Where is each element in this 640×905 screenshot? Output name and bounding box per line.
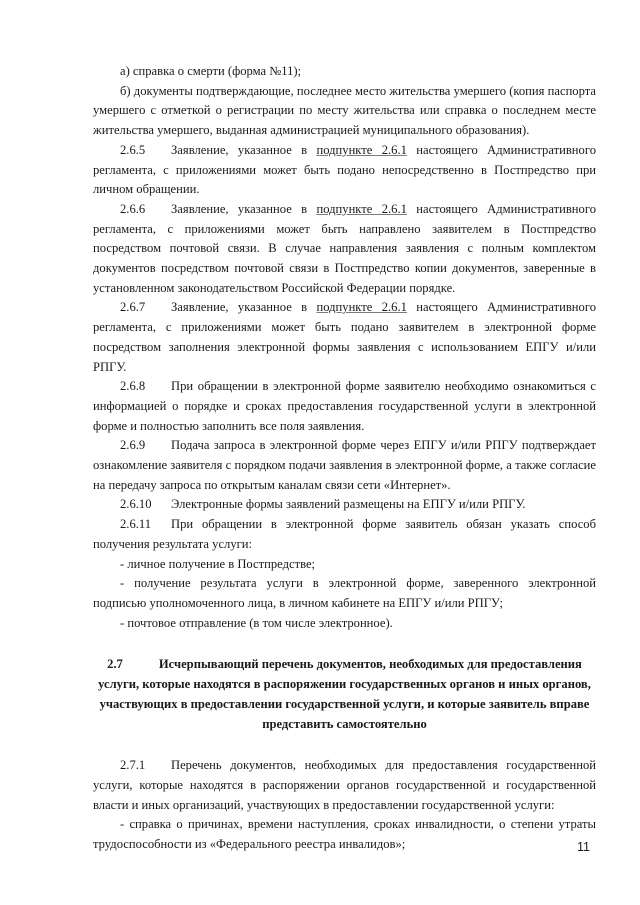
clause-2-6-6	[93, 200, 596, 299]
clause-text: При обращении в электронной форме заявитель обязан указать способ получения результата услуги:	[93, 517, 596, 551]
clause-number: 2.6.9	[120, 438, 146, 453]
clause-number: 2.6.8	[120, 379, 146, 394]
clause-text: Электронные формы заявлений размещены на ЕПГУ и/или РПГУ.	[171, 497, 526, 512]
clause-number: 2.6.11	[120, 517, 152, 532]
clause-text-before: Заявление, указанное в	[171, 300, 317, 315]
section-heading-2-7	[93, 655, 596, 734]
clause-number: 2.6.5	[120, 142, 146, 157]
bullet-item: - справка о причинах, времени наступления, сроках инвалидности, о степени утраты трудоспособности из «Федерального реестра инвалидов»;	[93, 817, 596, 852]
clause-2-6-7	[93, 298, 596, 377]
clause-2-6-8	[93, 377, 596, 436]
page-number: 11	[577, 840, 590, 854]
clause-text: Перечень документов, необходимых для предоставления государственной услуги, которые находятся в распоряжении органов государственной и государственной власти и иных организаций, участвующих в предоставлении государственной услуги:	[93, 758, 596, 812]
bullet-item: - получение результата услуги в электронной форме, заверенного электронной подписью уполномоченного лица, в личном кабинете на ЕПГУ и/или РПГУ;	[93, 576, 596, 610]
paragraph-a: а) справка о смерти (форма №11);	[120, 64, 302, 78]
clause-number: 2.6.6	[120, 201, 146, 216]
subclause-link[interactable]: подпункте 2.6.1	[316, 300, 407, 315]
clause-text: Подача запроса в электронной форме через ЕПГУ и/или РПГУ подтверждает ознакомление заявителя с порядком подачи заявления в электронной форме, а также согласие на передачу запроса по открытым каналам связи сети «Интернет».	[93, 438, 596, 492]
section-title: Исчерпывающий перечень документов, необходимых для предоставления услуги, которые находятся в распоряжении государственных органов и иных органов, участвующих в предоставлении государственной услуги, и которые заявитель вправе представить самостоятельно	[98, 657, 591, 731]
subclause-link[interactable]: подпункте 2.6.1	[316, 142, 407, 157]
subclause-link[interactable]: подпункте 2.6.1	[316, 201, 407, 216]
clause-2-6-5	[93, 141, 596, 200]
clause-number: 2.6.7	[120, 300, 146, 315]
paragraph-b: б) документы подтверждающие, последнее место жительства умершего (копия паспорта умершего с отметкой о регистрации по месту жительства или справка о последнем месте жительства умершего, выданная администрацией муниципального образования).	[93, 83, 596, 138]
section-number: 2.7	[107, 657, 123, 672]
clause-2-7-1	[93, 756, 596, 815]
document-body	[93, 62, 596, 855]
bullet-item: - личное получение в Постпредстве;	[120, 556, 316, 571]
bullet-item: - почтовое отправление (в том числе электронное).	[120, 615, 393, 630]
clause-text-before: Заявление, указанное в	[171, 142, 317, 157]
clause-text-before: Заявление, указанное в	[171, 201, 317, 216]
clause-text-after: настоящего Административного регламента, с приложениями может быть подано непосредственно в Постпредство при личном обращении.	[93, 142, 596, 197]
clause-text: При обращении в электронной форме заявителю необходимо ознакомиться с информацией о порядке и сроках предоставления государственной услуги в электронной форме и полностью заполнить все поля заявления.	[93, 379, 596, 433]
clause-text-after: настоящего Административного регламента, с приложениями может быть направлено заявителем в Постпредство посредством почтовой связи. В случае направления заявления с полным комплектом документов посредством почтовой связи в Постпредство копии документов, заверенные в установленном законодательством Российской Федерации порядке.	[93, 201, 596, 295]
clause-2-6-10	[93, 495, 596, 515]
clause-2-6-9	[93, 436, 596, 495]
clause-number: 2.7.1	[120, 758, 146, 773]
clause-text-after: настоящего Административного регламента, с приложениями может быть подано заявителем в электронной форме посредством заполнения электронной формы заявления с использованием ЕПГУ и/или РПГУ.	[93, 300, 596, 374]
clause-2-6-11	[93, 515, 596, 554]
clause-number: 2.6.10	[120, 497, 152, 512]
